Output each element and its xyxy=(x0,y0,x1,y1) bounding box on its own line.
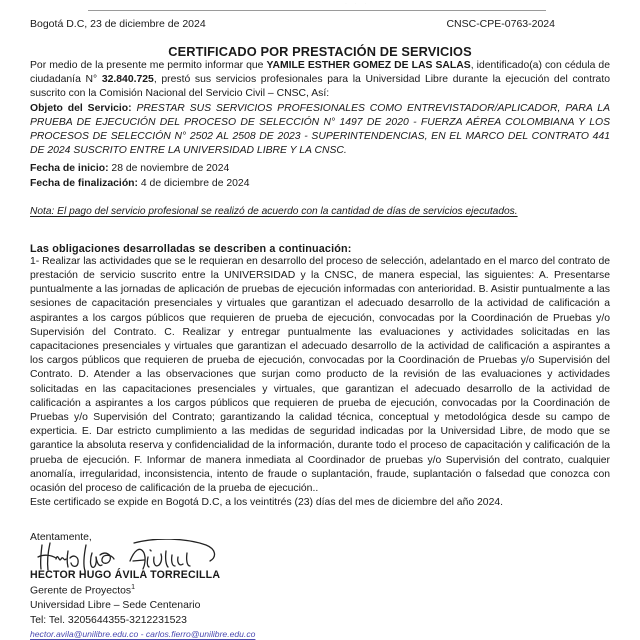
signer-emails[interactable]: hector.avila@unilibre.edu.co - carlos.fierro@unilibre.edu.co xyxy=(30,629,256,640)
obligaciones-body: 1- Realizar las actividades que se le requieran en desarrollo del proceso de selección, adelantado en el marco del contrato de prestación de servicio suscrito entre la UNIVERSIDAD y la CNSC, de manera especial, las siguientes: A. Presentarse puntualmente a las jornadas de aplicación de pruebas de ejecución informadas con anterioridad. B. Asistir puntualmente a las sesiones de capacitación presenciales y virtuales que garantizan el adecuado desarrollo de la actividad de calificación a aspirantes a los cargos públicos que requieren de prueba de ejecución, convocadas por la Coordinación de Pruebas y/o Supervisión del Contrato. C. Realizar y entregar puntualmente las evaluaciones y actividades solicitadas en las capacitaciones presenciales y virtuales que garantizan el adecuado desarrollo de la actividad de calificación a aspirantes a los cargos públicos que requieren de prueba de ejecución, convocadas por la Coordinación de Pruebas y/o Supervisión del Contrato. D. Atender a las observaciones que surjan como producto de la revisión de las evaluaciones y actividades solicitadas en las capacitaciones presenciales y virtuales, que garantizan el adecuado desarrollo de la actividad de calificación a aspirantes a los cargos públicos que requieren de prueba de ejecución, convocadas por la Coordinación de Pruebas y/o Supervisión del Contrato; garantizando la calidad técnica, conceptual y metodológica desde su campo de experticia. E. Dar estricto cumplimiento a las medidas de seguridad indicadas por la Universidad Libre, de modo que se garantice la absoluta reserva y confidencialidad de la información, durante todo el proceso de capacitación y calificación de la prueba de ejecución. F. Informar de manera inmediata al Coordinador de pruebas y/o Supervisión del contrato, cualquier anomalía, irregularidad, inconsistencia, intento de fraude o suplantación, fraude, suplantación o falsedad que conozca con ocasión del proceso de calificación de la prueba de ejecución.. xyxy=(30,255,610,495)
fecha-inicio-value: 28 de noviembre de 2024 xyxy=(108,163,230,175)
document-header xyxy=(30,0,610,31)
obligaciones-heading: Las obligaciones desarrolladas se describen a continuación: xyxy=(30,242,352,255)
signer-role-text: Gerente de Proyectos xyxy=(30,585,132,597)
nota-text: Nota: El pago del servicio profesional se realizó de acuerdo con la cantidad de días de servicios ejecutados. xyxy=(30,205,518,217)
intro-paragraph xyxy=(30,59,610,102)
expedition-statement: Este certificado se expide en Bogotá D.C, a los veintitrés (23) días del mes de diciembre del año 2024. xyxy=(30,497,504,509)
objeto-text: PRESTAR SUS SERVICIOS PROFESIONALES COMO ENTREVISTADOR/APLICADOR, PARA LA PRUEBA DE EJECUCIÓN DEL PROCESO DE SELECCIÓN N° 1497 DE 2020 - FUERZA AÉREA COLOMBIANA Y LOS PROCESOS DE SELECCIÓN N° 2502 AL 2508 DE 2023 - SUPERINTENDENCIAS, EN EL MARCO DEL CONTRATO 441 DE 2024 SUSCRITO ENTRE LA UNIVERSIDAD LIBRE Y LA CNSC. xyxy=(30,102,610,157)
signer-name: HECTOR HUGO ÁVILA TORRECILLA xyxy=(30,569,221,582)
signer-role xyxy=(30,581,610,599)
place-and-date: Bogotá D.C, 23 de diciembre de 2024 xyxy=(30,18,206,30)
signature-block xyxy=(30,569,610,639)
fecha-inicio-row xyxy=(30,162,610,176)
intro-tail: , prestó sus servicios profesionales para la Universidad Libre durante la ejecución del contrato suscrito con la Comisión Nacional del Servicio Civil – CNSC, Así: xyxy=(30,74,610,100)
beneficiary-name: YAMILE ESTHER GOMEZ DE LAS SALAS xyxy=(266,60,471,71)
fechas-block xyxy=(30,162,610,190)
fecha-inicio-label: Fecha de inicio: xyxy=(30,163,109,175)
objeto-del-servicio-paragraph xyxy=(30,102,610,159)
intro-after-name: , identificado(a) con cédula de ciudadanía N° xyxy=(30,60,610,86)
signer-phone: Tel: Tel. 3205644355-3212231523 xyxy=(30,614,187,626)
page-top-ghost-marks: · · · xyxy=(345,1,370,7)
page-title: CERTIFICADO POR PRESTACIÓN DE SERVICIOS xyxy=(168,44,472,59)
document-code: CNSC-CPE-0763-2024 xyxy=(446,18,555,30)
signer-role-footnote-marker: 1 xyxy=(131,584,135,592)
closing-salutation: Atentamente, xyxy=(30,532,92,544)
signer-organization: Universidad Libre – Sede Centenario xyxy=(30,600,201,612)
intro-before-name: Por medio de la presente me permito informar que xyxy=(30,60,267,71)
beneficiary-id-number: 32.840.725 xyxy=(101,74,154,86)
fecha-finalizacion-row xyxy=(30,177,610,191)
objeto-label: Objeto del Servicio: xyxy=(30,102,132,114)
fecha-finalizacion-value: 4 de diciembre de 2024 xyxy=(137,177,250,189)
fecha-finalizacion-label: Fecha de finalización: xyxy=(30,177,138,189)
